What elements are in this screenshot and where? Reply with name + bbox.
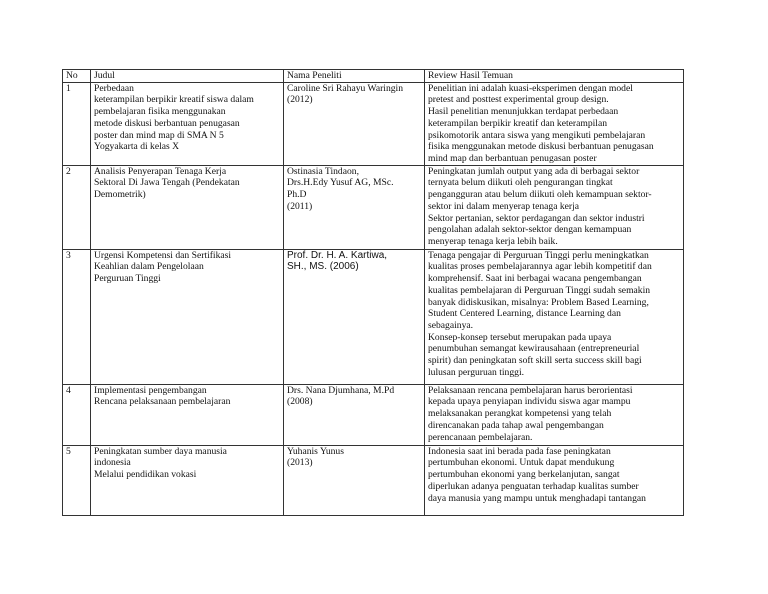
judul-line: Rencana pelaksanaan pembelajaran (94, 396, 231, 408)
review-line: pertumbuhan ekonomi. Untuk dapat mendukung (428, 457, 615, 469)
judul-line: poster dan mind map di SMA N 5 (94, 129, 224, 141)
review-line: Tenaga pengajar di Perguruan Tinggi perlu meningkatkan (428, 249, 649, 261)
judul-line: keterampilan berpikir kreatif siswa dalam (94, 94, 254, 106)
judul-line: Keahlian dalam Pengelolaan (94, 261, 204, 273)
review-line: pengolahan adalah sektor-sektor dengan kemampuan (428, 224, 632, 236)
judul-line: Peningkatan sumber daya manusia (94, 445, 227, 457)
review-line: Penelitian ini adalah kuasi-eksperimen dengan model (428, 82, 633, 94)
review-line: menyerap tenaga kerja lebih baik. (428, 235, 558, 247)
header-judul: Judul (91, 70, 284, 83)
review-line: direncanakan pada tahap awal pengembangan (428, 419, 604, 431)
judul-line: Perguruan Tinggi (94, 273, 161, 285)
row-number: 5 (63, 445, 91, 515)
review-cell (425, 445, 684, 515)
peneliti-cell (284, 249, 425, 384)
header-nama-peneliti: Nama Peneliti (284, 70, 425, 83)
review-line: banyak didiskusikan, misalnya: Problem Based Learning, (428, 296, 649, 308)
judul-cell (91, 445, 284, 515)
review-line: pertumbuhan ekonomi yang berkelanjutan, sangat (428, 469, 620, 481)
peneliti-line: (2011) (287, 200, 313, 212)
judul-cell (91, 384, 284, 445)
review-line: keterampilan berpikir kreatif dan keterampilan (428, 117, 608, 129)
judul-line: Urgensi Kompetensi dan Sertifikasi (94, 249, 232, 261)
judul-line: Demometrik) (94, 189, 146, 201)
judul-cell (91, 165, 284, 249)
review-line: kualitas proses pembelajarannya agar lebih kompetitif dan (428, 261, 652, 273)
review-line: Peningkatan jumlah output yang ada di berbagai sektor (428, 165, 640, 177)
review-line: diperlukan adanya penguatan terhadap kualitas sumber (428, 480, 639, 492)
table-row (63, 249, 684, 384)
review-line: Hasil penelitian menunjukkan terdapat perbedaan (428, 106, 619, 118)
row-number: 2 (63, 165, 91, 249)
review-line: fisika menggunakan metode diskusi berbantuan penugasan (428, 141, 654, 153)
judul-cell (91, 82, 284, 165)
review-line: spirit) dan peningkatan soft skill serta success skill bagi (428, 355, 642, 367)
peneliti-line: Ostinasia Tindaon, (287, 165, 359, 177)
peneliti-line: Drs.H.Edy Yusuf AG, MSc. (287, 177, 394, 189)
review-line: lulusan perguruan tinggi. (428, 366, 525, 378)
header-no: No (63, 70, 91, 83)
review-line: Pelaksanaan rencana pembelajaran harus berorientasi (428, 384, 633, 396)
peneliti-line: (2013) (287, 457, 313, 469)
review-cell (425, 249, 684, 384)
header-review: Review Hasil Temuan (425, 70, 684, 83)
review-table (62, 69, 684, 516)
review-cell (425, 384, 684, 445)
peneliti-line: Prof. Dr. H. A. Kartiwa, (287, 249, 388, 261)
review-line: kualitas pembelajaran di Perguruan Tinggi sudah semakin (428, 284, 651, 296)
row-number: 3 (63, 249, 91, 384)
table-row (63, 384, 684, 445)
review-cell (425, 165, 684, 249)
peneliti-line: (2012) (287, 94, 313, 106)
peneliti-line: (2008) (287, 396, 313, 408)
peneliti-line: Caroline Sri Rahayu Waringin (287, 82, 404, 94)
review-line: melaksanakan perangkat kompetensi yang telah (428, 408, 612, 420)
review-line: kepada upaya penyiapan individu siswa agar mampu (428, 396, 631, 408)
row-number: 4 (63, 384, 91, 445)
judul-line: Melalui pendidikan vokasi (94, 469, 197, 481)
judul-line: indonesia (94, 457, 131, 469)
review-line: Sektor pertanian, sektor perdagangan dan sektor industri (428, 212, 645, 224)
judul-line: metode diskusi berbantuan penugasan (94, 117, 240, 129)
table-row (63, 445, 684, 515)
table-row (63, 82, 684, 165)
judul-line: Implementasi pengembangan (94, 384, 207, 396)
review-line: sektor ini dalam menyerap tenaga kerja (428, 200, 580, 212)
peneliti-cell (284, 165, 425, 249)
peneliti-line: Yuhanis Yunus (287, 445, 344, 457)
judul-line: Sektoral Di Jawa Tengah (Pendekatan (94, 177, 240, 189)
judul-line: pembelajaran fisika menggunakan (94, 106, 226, 118)
judul-cell (91, 249, 284, 384)
row-number: 1 (63, 82, 91, 165)
review-line: pengangguran atau belum diikuti oleh kemampuan sektor- (428, 189, 652, 201)
review-line: Indonesia saat ini berada pada fase peningkatan (428, 445, 611, 457)
review-line: penumbuhan semangat kewirausahaan (entrepreneurial (428, 343, 640, 355)
header-row (63, 70, 684, 83)
judul-line: Perbedaan (94, 82, 134, 94)
review-cell (425, 82, 684, 165)
peneliti-cell (284, 384, 425, 445)
review-line: sebagainya. (428, 319, 474, 331)
judul-line: Analisis Penyerapan Tenaga Kerja (94, 165, 227, 177)
review-line: mind map dan berbantuan penugasan poster (428, 152, 597, 164)
review-line: ternyata belum diikuti oleh pengurangan tingkat (428, 177, 613, 189)
review-line: daya manusia yang mampu untuk menghadapi tantangan (428, 492, 646, 504)
review-line: psikomotorik antara siswa yang mengikuti pembelajaran (428, 129, 646, 141)
peneliti-line: Drs. Nana Djumhana, M.Pd (287, 384, 395, 396)
peneliti-cell (284, 82, 425, 165)
table-row (63, 165, 684, 249)
peneliti-line: SH., MS. (2006) (287, 261, 359, 273)
judul-line: Yogyakarta di kelas X (94, 141, 180, 153)
review-line: perencanaan pembelajaran. (428, 431, 533, 443)
peneliti-line: Ph.D (287, 189, 307, 201)
review-line: Konsep-konsep tersebut merupakan pada upaya (428, 331, 612, 343)
review-line: pretest and posttest experimental group design. (428, 94, 609, 106)
review-line: Student Centered Learning, distance Learning dan (428, 308, 621, 320)
review-line: komprehensif. Saat ini berbagai wacana pengembangan (428, 273, 642, 285)
peneliti-cell (284, 445, 425, 515)
